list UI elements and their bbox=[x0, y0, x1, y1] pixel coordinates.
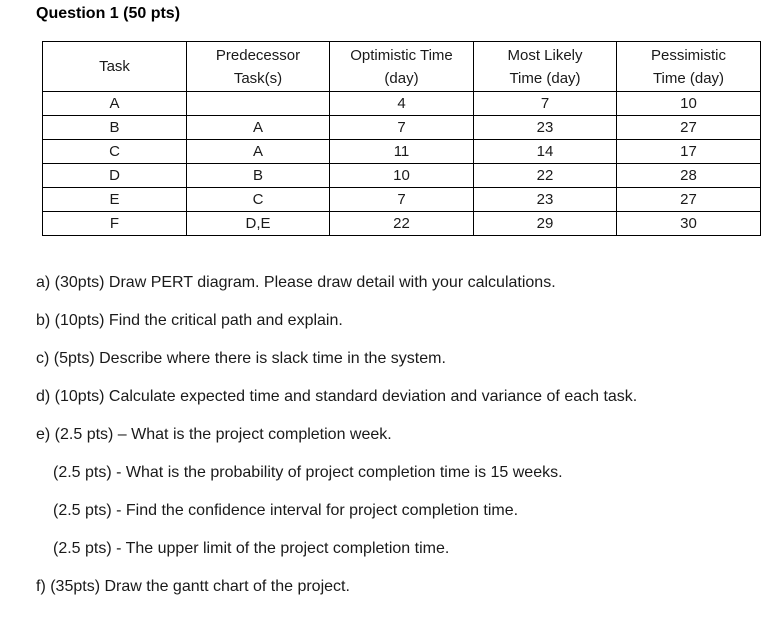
table-row bbox=[43, 140, 761, 164]
cell-predecessor: D,E bbox=[187, 212, 330, 236]
header-line: Time (day) bbox=[509, 69, 581, 87]
cell-task: D bbox=[43, 164, 187, 188]
question-e-upper-limit: (2.5 pts) - The upper limit of the project completion time. bbox=[53, 540, 450, 557]
cell-pessimistic: 10 bbox=[617, 92, 761, 116]
header-line: Pessimistic bbox=[650, 46, 726, 64]
pert-task-table bbox=[42, 41, 761, 236]
question-e-confidence-interval: (2.5 pts) - Find the confidence interval for project completion time. bbox=[53, 502, 519, 519]
cell-optimistic: 4 bbox=[330, 92, 474, 116]
question-f: f) (35pts) Draw the gantt chart of the project. bbox=[36, 578, 350, 595]
header-line: Time (day) bbox=[652, 69, 725, 87]
cell-pessimistic: 17 bbox=[617, 140, 761, 164]
header-predecessor bbox=[187, 42, 330, 92]
cell-predecessor: C bbox=[187, 188, 330, 212]
cell-optimistic: 11 bbox=[330, 140, 474, 164]
cell-task: E bbox=[43, 188, 187, 212]
question-c: c) (5pts) Describe where there is slack time in the system. bbox=[36, 350, 446, 367]
question-a: a) (30pts) Draw PERT diagram. Please draw detail with your calculations. bbox=[36, 274, 556, 291]
header-line: Task bbox=[99, 58, 130, 75]
cell-most-likely: 23 bbox=[474, 116, 617, 140]
cell-optimistic: 7 bbox=[330, 116, 474, 140]
table-row bbox=[43, 188, 761, 212]
cell-pessimistic: 27 bbox=[617, 188, 761, 212]
cell-optimistic: 22 bbox=[330, 212, 474, 236]
header-most-likely-time bbox=[474, 42, 617, 92]
cell-task: B bbox=[43, 116, 187, 140]
question-heading: Question 1 (50 pts) bbox=[36, 5, 181, 22]
cell-predecessor: B bbox=[187, 164, 330, 188]
cell-most-likely: 22 bbox=[474, 164, 617, 188]
cell-optimistic: 10 bbox=[330, 164, 474, 188]
header-pessimistic-time bbox=[617, 42, 761, 92]
cell-pessimistic: 27 bbox=[617, 116, 761, 140]
question-d: d) (10pts) Calculate expected time and standard deviation and variance of each task. bbox=[36, 388, 638, 405]
cell-most-likely: 29 bbox=[474, 212, 617, 236]
header-task bbox=[43, 42, 187, 92]
cell-optimistic: 7 bbox=[330, 188, 474, 212]
cell-pessimistic: 30 bbox=[617, 212, 761, 236]
cell-task: A bbox=[43, 92, 187, 116]
table-row bbox=[43, 116, 761, 140]
cell-task: F bbox=[43, 212, 187, 236]
table-row bbox=[43, 92, 761, 116]
header-line: Predecessor bbox=[215, 46, 301, 64]
question-e-probability: (2.5 pts) - What is the probability of project completion time is 15 weeks. bbox=[53, 464, 563, 481]
cell-most-likely: 14 bbox=[474, 140, 617, 164]
header-optimistic-time bbox=[330, 42, 474, 92]
header-line: Most Likely bbox=[507, 46, 583, 64]
cell-predecessor: A bbox=[187, 140, 330, 164]
cell-most-likely: 23 bbox=[474, 188, 617, 212]
table-row bbox=[43, 164, 761, 188]
cell-task: C bbox=[43, 140, 187, 164]
cell-pessimistic: 28 bbox=[617, 164, 761, 188]
cell-predecessor bbox=[187, 92, 330, 116]
question-b: b) (10pts) Find the critical path and explain. bbox=[36, 312, 343, 329]
table-header-row bbox=[43, 42, 761, 92]
table-row bbox=[43, 212, 761, 236]
header-line: (day) bbox=[384, 69, 419, 87]
header-line: Task(s) bbox=[233, 69, 283, 87]
cell-most-likely: 7 bbox=[474, 92, 617, 116]
question-e: e) (2.5 pts) – What is the project completion week. bbox=[36, 426, 392, 443]
header-line: Optimistic Time bbox=[350, 46, 453, 64]
cell-predecessor: A bbox=[187, 116, 330, 140]
